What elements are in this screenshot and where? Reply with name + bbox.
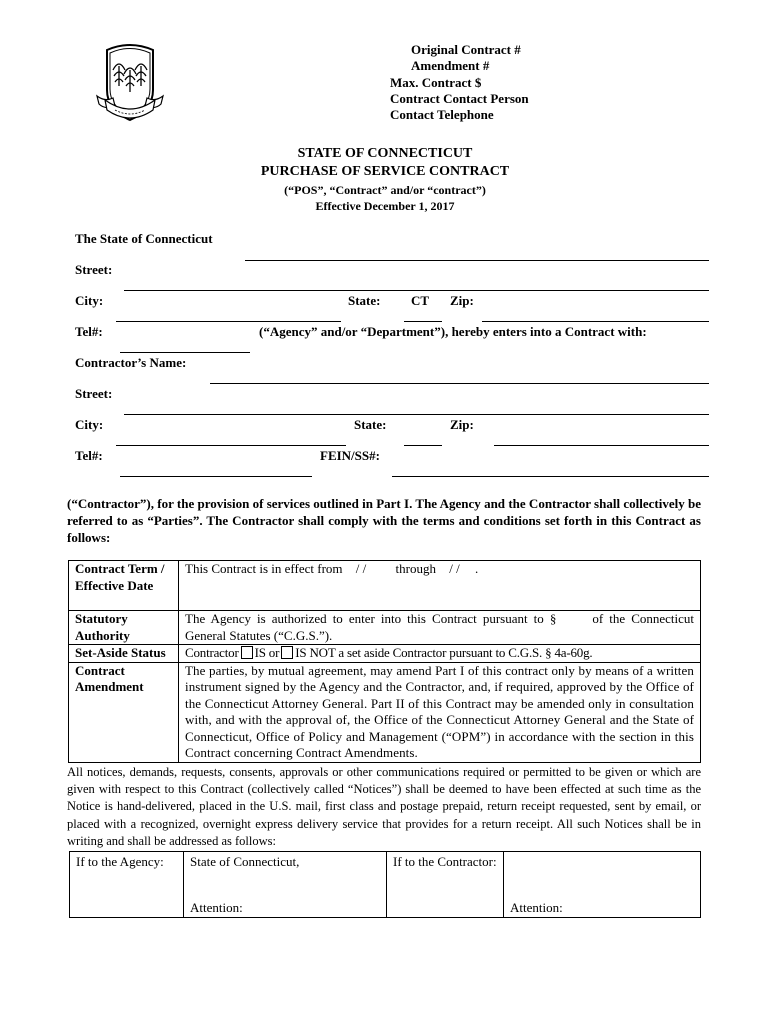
max-contract-label: Max. Contract $ — [390, 74, 482, 90]
amendment-label: Contract Amendment — [69, 662, 179, 762]
contractor-street-field[interactable] — [124, 414, 709, 415]
statutory-text-a: The Agency is authorized to enter into this Contract pursuant to § — [185, 611, 557, 626]
notices-table — [69, 851, 701, 918]
if-contractor-label: If to the Contractor: — [387, 852, 504, 918]
contract-terms-table — [68, 560, 701, 763]
contractor-city-label: City: — [75, 417, 104, 432]
term-text-start: This Contract is in effect from — [185, 561, 343, 576]
contractor-attention-label: Attention: — [510, 899, 563, 915]
setaside-contractor: Contractor — [185, 645, 239, 660]
contact-person-label: Contract Contact Person — [390, 90, 529, 106]
statutory-text-b: of the Connecticut General Statutes (“C.G.S.”). — [185, 611, 695, 643]
contractor-city-field[interactable] — [116, 445, 346, 446]
contractor-notice-cell[interactable] — [504, 852, 701, 918]
agency-attention-label: Attention: — [190, 899, 243, 915]
agency-enters-text: (“Agency” and/or “Department”), hereby enters into a Contract with: — [259, 324, 647, 339]
state-seal-icon — [95, 40, 165, 126]
setaside-is: IS or — [254, 645, 280, 660]
document-title: STATE OF CONNECTICUT — [297, 146, 473, 161]
agency-state-value: CT — [411, 293, 430, 308]
setaside-is-not-checkbox[interactable] — [281, 646, 293, 659]
term-start-date-field[interactable]: / / — [355, 561, 367, 576]
agency-notice-name: State of Connecticut, — [190, 854, 300, 869]
contractor-state-label: State: — [354, 417, 387, 432]
setaside-is-not: IS NOT a set aside Contractor pursuant to C.G.S. § 4a-60g. — [295, 645, 593, 660]
agency-street-field[interactable] — [124, 290, 709, 291]
term-row — [69, 561, 701, 611]
effective-date: Effective December 1, 2017 — [315, 199, 455, 213]
agency-city-label: City: — [75, 293, 104, 308]
document-abbreviations: (“POS”, “Contract” and/or “contract”) — [284, 183, 486, 197]
contractor-tel-label: Tel#: — [75, 448, 103, 463]
agency-tel-field[interactable] — [120, 352, 250, 353]
setaside-text — [179, 645, 701, 663]
contractor-fein-field[interactable] — [392, 476, 709, 477]
agency-street-label: Street: — [75, 262, 113, 277]
contractor-fein-label: FEIN/SS#: — [320, 448, 380, 463]
statutory-label: Statutory Authority — [69, 611, 179, 645]
amendment-row — [69, 662, 701, 762]
statutory-text — [179, 611, 701, 645]
agency-zip-field[interactable] — [482, 321, 709, 322]
term-through: through — [395, 561, 436, 576]
term-label: Contract Term / Effective Date — [69, 561, 179, 611]
contract-header-info — [390, 42, 529, 123]
agency-state-label: State: — [348, 293, 381, 308]
contractor-zip-label: Zip: — [450, 417, 474, 432]
agency-city-field[interactable] — [116, 321, 341, 322]
notices-paragraph: All notices, demands, requests, consents, approvals or other communications required or permitted to be given or which are given with respect to this Contract (collectively called “Notices”) shall be deemed to have been effected at such time as the Notice is hand-delivered, placed in the U.S. mail, first class and postage prepaid, return receipt requested, sent by email, or placed with a recognized, overnight express delivery service that provides for a return receipt. All such Notices shall be in writing and shall be addressed as follows: — [67, 765, 701, 848]
statutory-row — [69, 611, 701, 645]
agency-heading: The State of Connecticut — [75, 231, 213, 246]
amendment-label: Amendment # — [411, 58, 490, 74]
setaside-is-checkbox[interactable] — [241, 646, 253, 659]
contractor-tel-field[interactable] — [120, 476, 312, 477]
agency-tel-label: Tel#: — [75, 324, 103, 339]
if-agency-label: If to the Agency: — [70, 852, 184, 918]
setaside-label: Set-Aside Status — [69, 645, 179, 663]
contact-telephone-label: Contact Telephone — [390, 107, 494, 123]
term-end-date-field[interactable]: / / — [449, 561, 460, 576]
contractor-name-label: Contractor’s Name: — [75, 355, 187, 370]
setaside-row — [69, 645, 701, 663]
term-text — [179, 561, 701, 611]
amendment-text: The parties, by mutual agreement, may amend Part I of this contract only by means of a written instrument signed by the Agency and the Contractor, and, if required, approved by the Office of the Connecticut Attorney General. Part II of this Contract may be amended only in consultation with, and with the approval of, the Office of the Connecticut Attorney General and the State of Connecticut, Office of Policy and Management (“OPM”) in accordance with the section in this Contract concerning Contract Amendments. — [179, 662, 701, 762]
agency-zip-label: Zip: — [450, 293, 474, 308]
contractor-name-field[interactable] — [210, 383, 709, 384]
term-period: . — [474, 561, 479, 576]
agency-state-underline — [404, 321, 442, 322]
agency-name-field[interactable] — [245, 260, 709, 261]
intro-paragraph: (“Contractor”), for the provision of services outlined in Part I. The Agency and the Contractor shall collectively be referred to as “Parties”. The Contractor shall comply with the terms and conditions set forth in this Contract as follows: — [67, 496, 701, 545]
contractor-street-label: Street: — [75, 386, 113, 401]
document-subtitle: PURCHASE OF SERVICE CONTRACT — [260, 164, 510, 179]
original-contract-label: Original Contract # — [411, 42, 521, 57]
agency-notice-cell[interactable] — [184, 852, 387, 918]
contractor-state-field[interactable] — [404, 445, 442, 446]
contractor-zip-field[interactable] — [494, 445, 709, 446]
